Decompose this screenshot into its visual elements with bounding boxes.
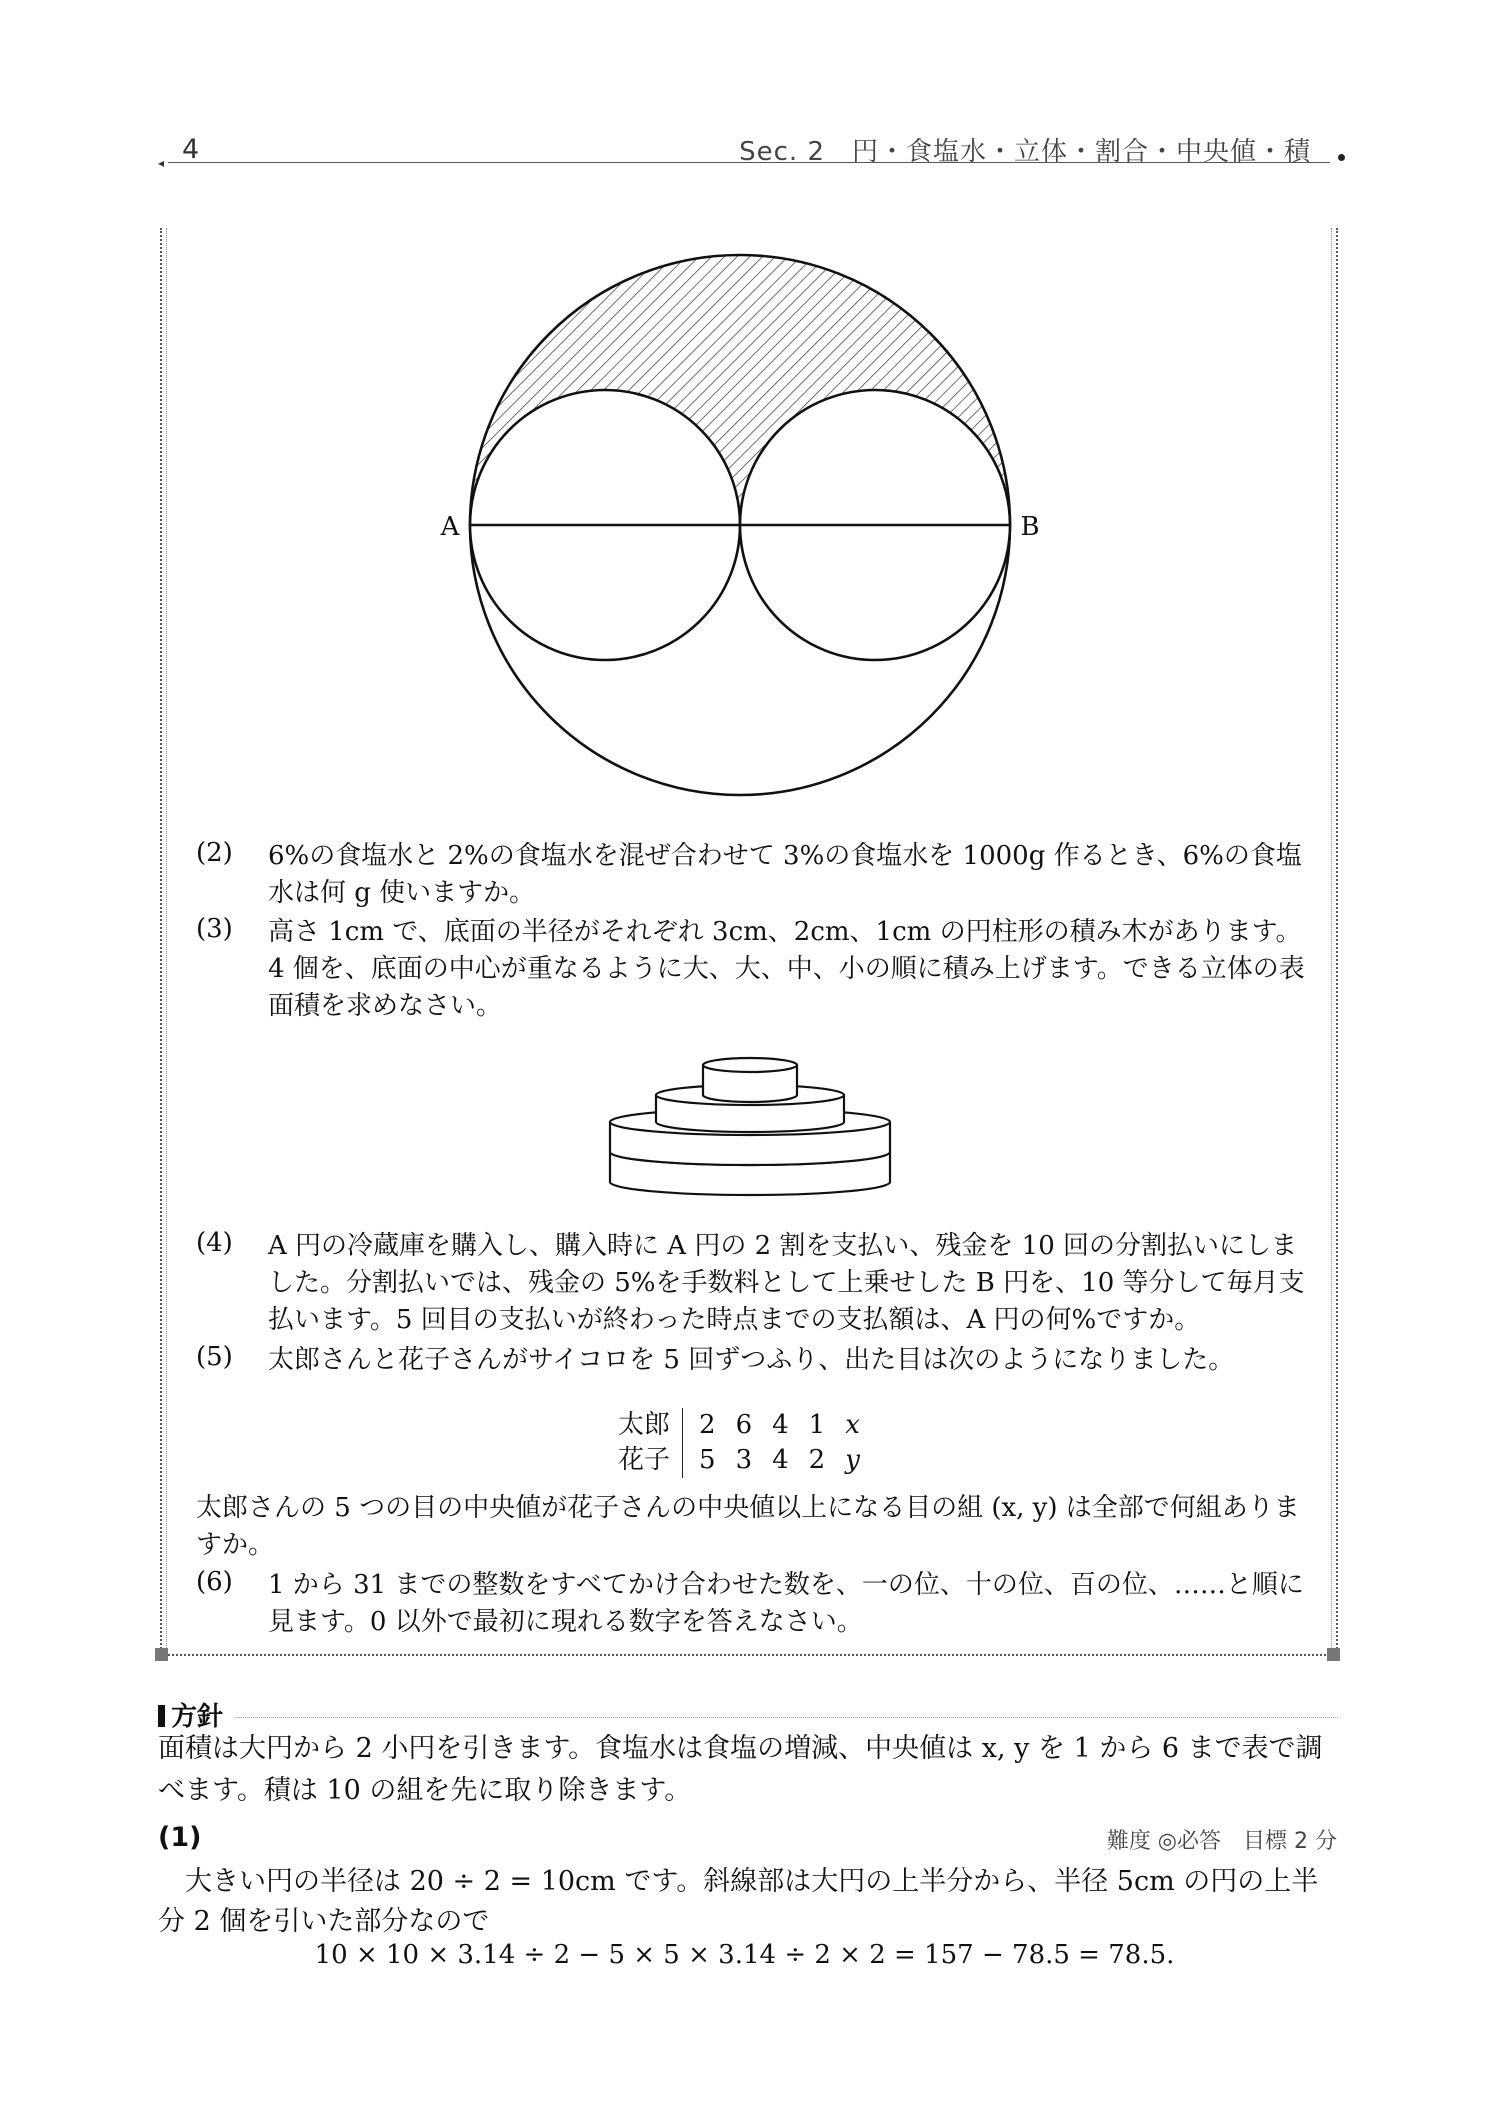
dice-value-x: x xyxy=(845,1410,860,1440)
label-a: A xyxy=(440,512,460,542)
problem-2-text: 6%の食塩水と 2%の食塩水を混ぜ合わせて 3%の食塩水を 1000g 作るとき、6%の食塩水は何 g 使いますか。 xyxy=(268,841,1302,908)
stacked-cylinders-figure xyxy=(600,1040,900,1200)
page-number: 4 xyxy=(182,134,200,165)
answer-1-text: 大きい円の半径は 20 ÷ 2 = 10cm です。斜線部は大円の上半分から、半径 5cm の円の上半分 2 個を引いた部分なので xyxy=(158,1866,1319,1937)
row-name: 花子 xyxy=(608,1443,683,1478)
policy-text: 面積は大円から 2 小円を引きます。食塩水は食塩の増減、中央値は x, y を 1 から 6 まで表で調べます。積は 10 の組を先に取り除きます。 xyxy=(158,1733,1323,1806)
dice-value: 6 xyxy=(735,1410,753,1440)
problem-4-number: (4) xyxy=(196,1228,233,1258)
dice-value: 1 xyxy=(808,1410,826,1440)
running-head: Sec. 2 円・食塩水・立体・割合・中央値・積 xyxy=(739,137,1311,167)
dice-value: 3 xyxy=(735,1445,753,1475)
policy-heading-label: 方針 xyxy=(171,1702,224,1732)
problem-5-number: (5) xyxy=(196,1342,233,1372)
dice-row-taro xyxy=(608,1408,870,1443)
dice-value: 4 xyxy=(772,1445,789,1475)
dice-value-y: y xyxy=(845,1445,860,1475)
answer-1-equation: 10 × 10 × 3.14 ÷ 2 − 5 × 5 × 3.14 ÷ 2 × 2 = 157 − 78.5 = 78.5. xyxy=(314,1940,1175,1970)
circles-figure xyxy=(430,245,1050,805)
answer-1-meta: 難度 ◎必答 目標 2 分 xyxy=(1106,1829,1337,1854)
dice-row-hanako xyxy=(608,1443,870,1478)
label-b: B xyxy=(1020,512,1040,542)
dice-table xyxy=(608,1408,870,1478)
policy-rule xyxy=(235,1717,1338,1718)
header-rule xyxy=(168,162,1330,163)
dice-value: 5 xyxy=(699,1445,716,1475)
problem-6-number: (6) xyxy=(196,1567,233,1597)
box-corner-right xyxy=(1327,1648,1340,1661)
header-left-mark: ◂ xyxy=(158,156,165,170)
heading-bar-icon xyxy=(158,1705,165,1727)
box-corner-left xyxy=(155,1648,168,1661)
problem-4-text: A 円の冷蔵庫を購入し、購入時に A 円の 2 割を支払い、残金を 10 回の分割払いにしました。分割払いでは、残金の 5%を手数料として上乗せした B 円を、10 等分して毎月支払います。5 回目の支払いが終わった時点までの支払額は、A 円の何%ですか。 xyxy=(268,1231,1305,1335)
header-right-dot xyxy=(1338,154,1345,161)
problem-2-number: (2) xyxy=(196,838,233,868)
problem-3-text: 高さ 1cm で、底面の半径がそれぞれ 3cm、2cm、1cm の円柱形の積み木があります。4 個を、底面の中心が重なるように大、大、中、小の順に積み上げます。できる立体の表面積を求めなさい。 xyxy=(268,917,1305,1021)
problem-5-question: 太郎さんの 5 つの目の中央値が花子さんの中央値以上になる目の組 (x, y) は全部で何組ありますか。 xyxy=(196,1493,1300,1560)
answer-1-label: (1) xyxy=(158,1822,202,1853)
problem-5-text: 太郎さんと花子さんがサイコロを 5 回ずつふり、出た目は次のようになりました。 xyxy=(268,1345,1235,1375)
row-name: 太郎 xyxy=(608,1408,683,1443)
dice-value: 4 xyxy=(772,1410,789,1440)
problem-3-number: (3) xyxy=(196,914,233,944)
problem-6-text: 1 から 31 までの整数をすべてかけ合わせた数を、一の位、十の位、百の位、……と順に見ます。0 以外で最初に現れる数字を答えなさい。 xyxy=(268,1570,1304,1637)
dice-value: 2 xyxy=(699,1410,716,1440)
dice-value: 2 xyxy=(808,1445,826,1475)
